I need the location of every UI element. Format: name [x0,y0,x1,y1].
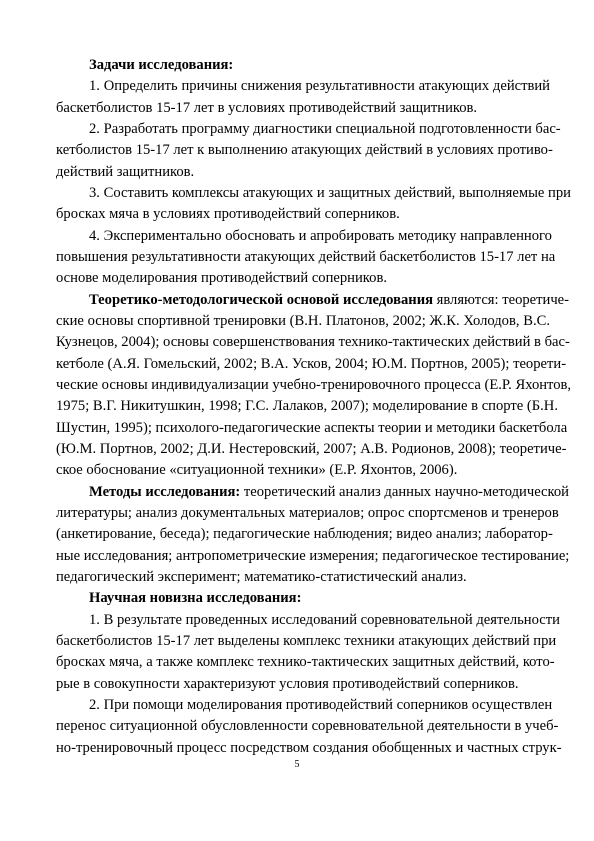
text-line [56,77,550,95]
text-line [56,696,553,714]
text-line [56,248,556,266]
text-line [56,589,550,607]
text-run: баскетболистов 15-17 лет в условиях противодействий защитников. [56,99,478,116]
text-line [56,611,560,629]
text-line [56,355,567,373]
text-line [56,291,570,309]
text-run: рые в совокупности характеризуют условия противодействий соперников. [56,675,519,692]
text-line [56,120,561,138]
text-run: педагогический эксперимент; математико-статистический анализ. [56,568,467,585]
text-run: основе моделирования противодействий соперников. [56,270,387,287]
text-line [56,461,550,479]
text-line [56,547,570,565]
text-run: (Ю.М. Портнов, 2002; Д.И. Нестеровский, 2007; А.В. Родионов, 2008); теоретиче- [56,440,567,457]
text-line [56,312,550,330]
text-run: кетболистов 15-17 лет к выполнению атакующих действий в условиях противо- [56,142,553,159]
text-line [56,227,550,245]
text-run: перенос ситуационной обусловленности соревновательной деятельности в учеб- [56,718,559,735]
text-run: 3. Составить комплексы атакующих и защитных действий, выполняемые при [89,185,571,201]
bold-text: Методы исследования: [89,483,241,500]
text-line [56,397,558,415]
text-run: Шустин, 1995); психолого-педагогические аспекты теории и методики баскетбола [56,419,568,436]
text-run: 2. При помощи моделирования противодействий соперников осуществлен [89,696,553,713]
text-run: 4. Экспериментально обосновать и апробировать методику направленного [89,227,552,244]
text-line [56,56,550,74]
text-line [56,99,550,117]
bold-text: Теоретико-методологической основой исследования [89,291,433,308]
text-run: являются: теоретиче- [433,291,570,308]
text-line [56,525,553,543]
text-line [56,440,567,458]
text-line [56,376,572,394]
text-run: ские основы спортивной тренировки (В.Н. Платонов, 2002; Ж.К. Холодов, В.С. [56,313,550,329]
text-line [56,717,559,735]
text-line [56,483,569,501]
text-run: 2. Разработать программу диагностики специальной подготовленности бас- [89,121,561,137]
text-run: бросках мяча, а также комплекс технико-тактических защитных действий, кото- [56,654,555,671]
text-line [56,419,568,437]
text-line [56,739,562,757]
text-run: 1. В результате проведенных исследований соревновательной деятельности [89,611,560,628]
text-run: 1. Определить причины снижения результативности атакующих действий [89,78,550,95]
text-run: (анкетирование, беседа); педагогические наблюдения; видео анализ; лаборатор- [56,526,553,543]
text-line [56,141,553,159]
text-run: но-тренировочный процесс посредством создания обобщенных и частных струк- [56,739,562,756]
text-line [56,333,570,351]
bold-text: Научная новизна исследования: [89,590,302,607]
text-line [56,568,550,586]
text-run: Кузнецов, 2004); основы совершенствования технико-тактических действий в бас- [56,334,570,351]
text-line [56,632,557,650]
text-run: баскетболистов 15-17 лет выделены комплекс техники атакующих действий при [56,632,557,649]
text-line [56,653,555,671]
text-line [56,184,571,202]
text-run: действий защитников. [56,163,195,180]
text-run: ные исследования; антропометрические измерения; педагогическое тестирование; [56,547,570,564]
text-run: 1975; В.Г. Никитушкин, 1998; Г.С. Лалаков, 2007); моделирование в спорте (Б.Н. [56,398,558,415]
text-run: ское обоснование «ситуационной техники» (Е.Р. Яхонтов, 2006). [56,462,458,479]
text-run: кетболе (А.Я. Гомельский, 2002; В.А. Усков, 2004; Ю.М. Портнов, 2005); теорети- [56,355,567,372]
text-run: ческие основы индивидуализации учебно-тренировочного процесса (Е.Р. Яхонтов, [56,376,572,393]
text-line [56,504,559,522]
text-run: литературы; анализ документальных материалов; опрос спортсменов и тренеров [56,504,559,521]
text-run: повышения результативности атакующих действий баскетболистов 15-17 лет на [56,249,556,265]
text-line [56,163,550,181]
bold-text: Задачи исследования: [89,57,234,73]
text-line [56,269,550,287]
text-line [56,675,550,693]
text-run: бросках мяча в условиях противодействий соперников. [56,206,400,223]
text-run: теоретический анализ данных научно-методической [240,483,569,500]
text-line [56,205,550,223]
page-number: 5 [294,759,300,770]
